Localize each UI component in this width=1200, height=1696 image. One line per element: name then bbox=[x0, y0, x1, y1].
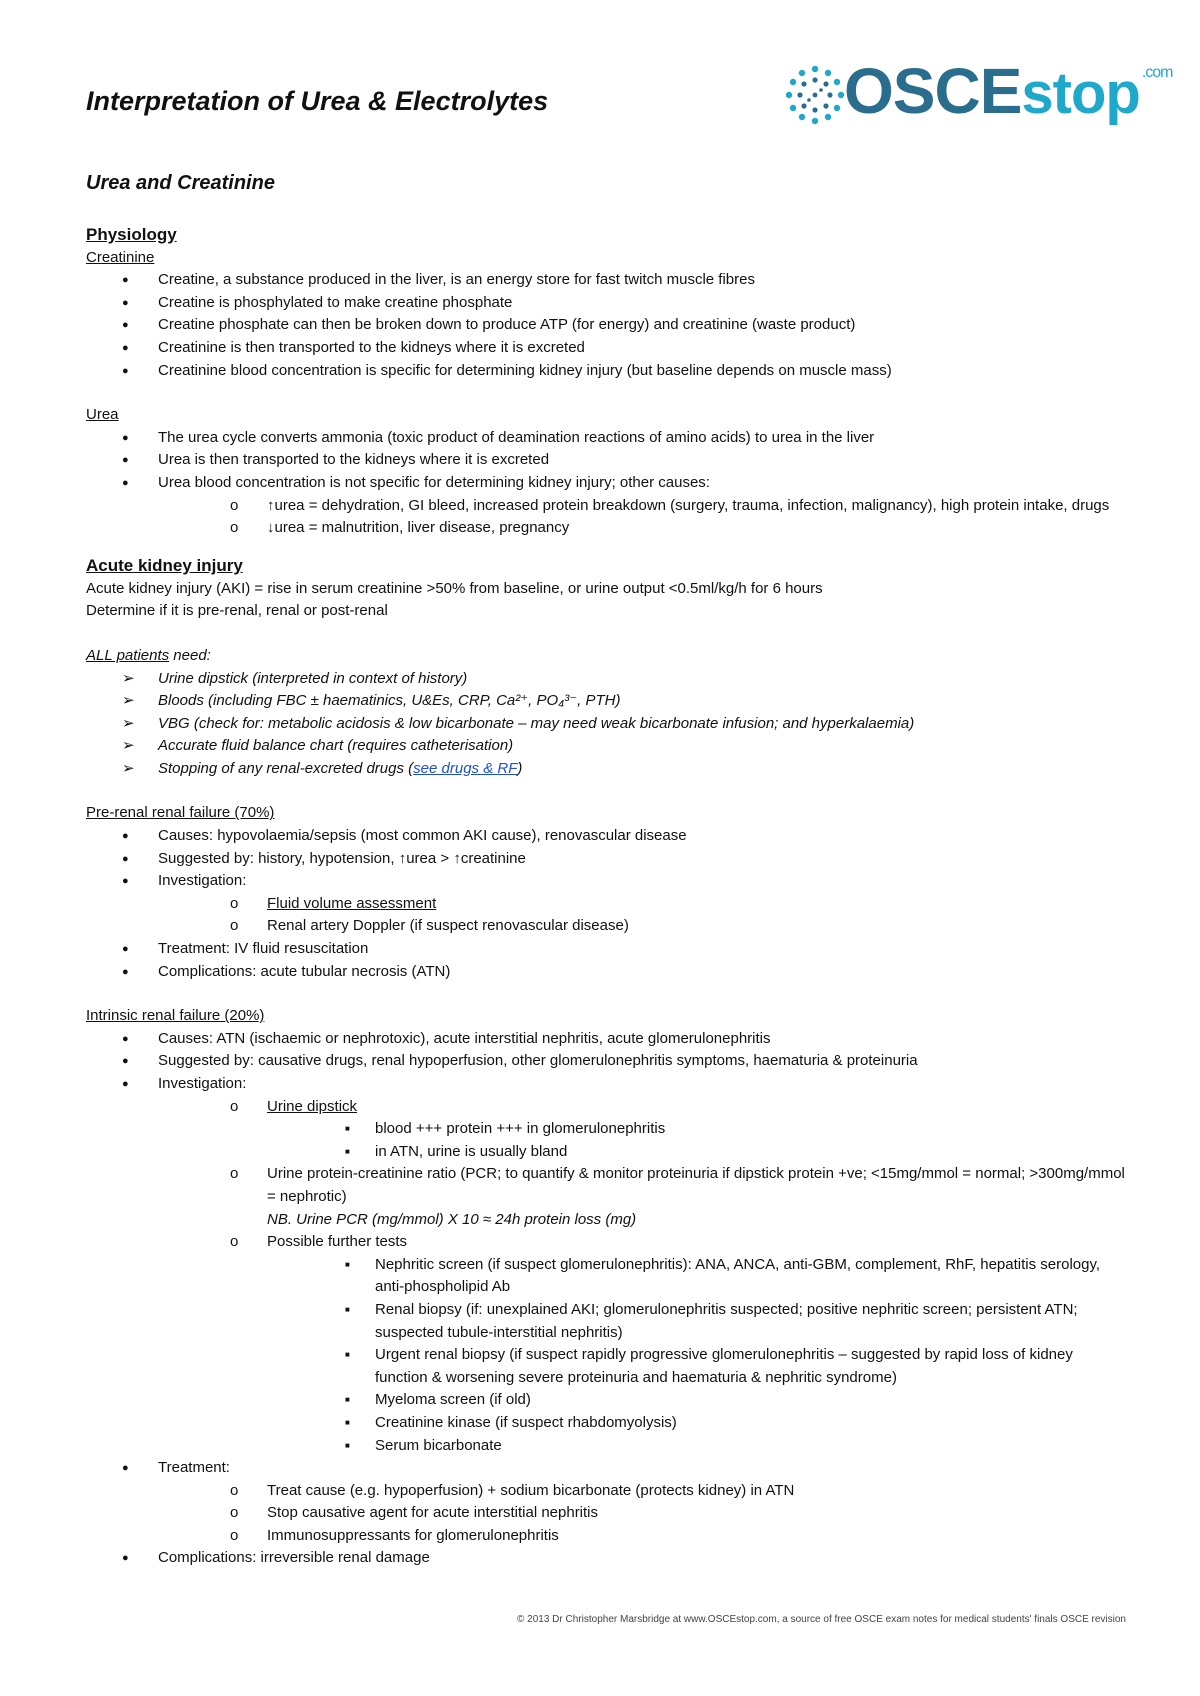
intrinsic-treatment-list bbox=[194, 1480, 1126, 1548]
list-item bbox=[194, 1231, 1126, 1457]
prerenal-investigation-list bbox=[194, 893, 1126, 938]
list-item: ● The urea cycle converts ammonia (toxic product of deamination reactions of amino acids) to urea in the liver bbox=[86, 427, 1126, 450]
list-item: o Renal artery Doppler (if suspect renovascular disease) bbox=[194, 915, 1126, 938]
logo-main: OSCE bbox=[844, 55, 1022, 127]
list-item: ■ Creatinine kinase (if suspect rhabdomyolysis) bbox=[303, 1412, 1126, 1435]
list-item: ■ blood +++ protein +++ in glomerulonephritis bbox=[303, 1118, 1126, 1141]
list-item: o Immunosuppressants for glomerulonephritis bbox=[194, 1525, 1126, 1548]
logo-wordmark bbox=[844, 54, 1173, 128]
all-patients-label bbox=[86, 645, 1126, 668]
document-body bbox=[86, 172, 1126, 1570]
list-item: ● Complications: acute tubular necrosis (ATN) bbox=[86, 961, 1126, 984]
document-title: Interpretation of Urea & Electrolytes bbox=[86, 86, 549, 116]
list-item: ● Urea is then transported to the kidneys where it is excreted bbox=[86, 449, 1126, 472]
list-item: ➢ Urine dipstick (interpreted in context of history) bbox=[86, 668, 1126, 691]
list-item-text: Treatment: bbox=[158, 1459, 230, 1477]
list-item: ■ Renal biopsy (if: unexplained AKI; glomerulonephritis suspected; positive nephritic screen; persistent ATN; suspected tubule-interstitial nephritis) bbox=[303, 1299, 1126, 1344]
list-item: ➢ Bloods (including FBC ± haematinics, U&Es, CRP, Ca²⁺, PO₄³⁻, PTH) bbox=[86, 690, 1126, 713]
list-item: o Treat cause (e.g. hypoperfusion) + sodium bicarbonate (protects kidney) in ATN bbox=[194, 1480, 1126, 1503]
prerenal-list bbox=[86, 825, 1126, 983]
stopping-text: Stopping of any renal-excreted drugs ( bbox=[158, 759, 414, 777]
list-item bbox=[194, 1096, 1126, 1164]
intrinsic-list bbox=[86, 1028, 1126, 1570]
section-title: Urea and Creatinine bbox=[86, 172, 275, 194]
stopping-suffix: ) bbox=[517, 759, 523, 777]
list-item: ● Complications: irreversible renal damage bbox=[86, 1547, 1126, 1570]
urea-label: Urea bbox=[86, 406, 119, 424]
all-patients-list bbox=[86, 668, 1126, 781]
list-item: ● Causes: ATN (ischaemic or nephrotoxic), acute interstitial nephritis, acute glomerulonephritis bbox=[86, 1028, 1126, 1051]
list-item bbox=[86, 472, 1126, 540]
creatinine-list bbox=[86, 269, 1126, 382]
list-item bbox=[86, 758, 1126, 781]
list-item: ➢ VBG (check for: metabolic acidosis & low bicarbonate – may need weak bicarbonate infusion; and hyperkalaemia) bbox=[86, 713, 1126, 736]
list-item: o ↓urea = malnutrition, liver disease, pregnancy bbox=[194, 517, 1126, 540]
list-item: ➢ Accurate fluid balance chart (requires catheterisation) bbox=[86, 735, 1126, 758]
logo-suffix: .com bbox=[1141, 64, 1173, 81]
dipstick-label: Urine dipstick bbox=[267, 1097, 358, 1115]
intrinsic-heading: Intrinsic renal failure (20%) bbox=[86, 1007, 265, 1025]
prerenal-heading: Pre-renal renal failure (70%) bbox=[86, 804, 275, 822]
creatinine-label: Creatinine bbox=[86, 248, 155, 266]
see-drugs-link[interactable]: see drugs & RF bbox=[413, 759, 518, 777]
logo-accent: stop bbox=[1021, 61, 1140, 126]
list-item-text: Urea blood concentration is not specific for determining kidney injury; other causes: bbox=[158, 473, 710, 491]
list-item-text: Investigation: bbox=[158, 1075, 247, 1092]
list-item bbox=[86, 870, 1126, 938]
list-item-text: Investigation: bbox=[158, 872, 247, 890]
list-item: ● Creatine is phosphylated to make creatine phosphate bbox=[86, 292, 1126, 315]
list-item: ■ Serum bicarbonate bbox=[303, 1435, 1126, 1458]
list-item: ■ Nephritic screen (if suspect glomerulonephritis): ANA, ANCA, anti-GBM, complement, RhF, hepatitis serology, anti-phospholipid Ab bbox=[303, 1254, 1126, 1299]
further-tests-label: Possible further tests bbox=[267, 1233, 408, 1251]
dots-logo-icon bbox=[784, 64, 846, 126]
urea-causes-list bbox=[194, 495, 1126, 540]
osce-stop-logo bbox=[788, 55, 1173, 140]
list-item: ● Creatinine is then transported to the kidneys where it is excreted bbox=[86, 337, 1126, 360]
further-tests-list bbox=[303, 1254, 1126, 1457]
list-item: o Fluid volume assessment bbox=[194, 893, 1126, 916]
aki-heading: Acute kidney injury bbox=[86, 555, 243, 575]
list-item: o ↑urea = dehydration, GI bleed, increased protein breakdown (surgery, trauma, infection, malignancy), high protein intake, drugs bbox=[194, 495, 1126, 518]
list-item: ● Creatinine blood concentration is specific for determining kidney injury (but baseline depends on muscle mass) bbox=[86, 360, 1126, 383]
list-item: ● Creatine phosphate can then be broken down to produce ATP (for energy) and creatinine (waste product) bbox=[86, 314, 1126, 337]
physiology-heading: Physiology bbox=[86, 224, 177, 244]
aki-definition: Acute kidney injury (AKI) = rise in serum creatinine >50% from baseline, or urine output <0.5ml/kg/h for 6 hours bbox=[86, 579, 823, 597]
list-item: ● Creatine, a substance produced in the liver, is an energy store for fast twitch muscle fibres bbox=[86, 269, 1126, 292]
all-patients-emphasis: ALL patients bbox=[86, 646, 170, 664]
list-item: o Stop causative agent for acute interstitial nephritis bbox=[194, 1502, 1126, 1525]
list-item bbox=[86, 1457, 1126, 1547]
copyright-footer: © 2013 Dr Christopher Marsbridge at www.OSCEstop.com, a source of free OSCE exam notes for medical students' finals OSCE revision bbox=[517, 1614, 1126, 1625]
list-item: ● Treatment: IV fluid resuscitation bbox=[86, 938, 1126, 961]
list-item: ● Suggested by: history, hypotension, ↑urea > ↑creatinine bbox=[86, 848, 1126, 871]
list-item: ● Causes: hypovolaemia/sepsis (most common AKI cause), renovascular disease bbox=[86, 825, 1126, 848]
list-item bbox=[194, 1163, 1126, 1231]
list-item: ■ in ATN, urine is usually bland bbox=[303, 1141, 1126, 1164]
aki-determine: Determine if it is pre-renal, renal or post-renal bbox=[86, 602, 388, 620]
intrinsic-investigation-list bbox=[194, 1096, 1126, 1458]
pcr-note: NB. Urine PCR (mg/mmol) X 10 ≈ 24h protein loss (mg) bbox=[267, 1210, 637, 1228]
list-item: ■ Myeloma screen (if old) bbox=[303, 1389, 1126, 1412]
list-item bbox=[86, 1073, 1126, 1457]
list-item: ● Suggested by: causative drugs, renal hypoperfusion, other glomerulonephritis symptoms, haematuria & proteinuria bbox=[86, 1050, 1126, 1073]
pcr-text: Urine protein-creatinine ratio (PCR; to quantify & monitor proteinuria if dipstick protein +ve; <15mg/mmol = normal; >300mg/mmol = nephrotic) bbox=[267, 1165, 1125, 1205]
all-patients-rest: need: bbox=[169, 646, 211, 664]
dipstick-list bbox=[303, 1118, 1126, 1163]
urea-list bbox=[86, 427, 1126, 540]
list-item: ■ Urgent renal biopsy (if suspect rapidly progressive glomerulonephritis – suggested by rapid loss of kidney function & worsening severe proteinuria and haematuria & nephritic syndrome) bbox=[303, 1344, 1126, 1389]
